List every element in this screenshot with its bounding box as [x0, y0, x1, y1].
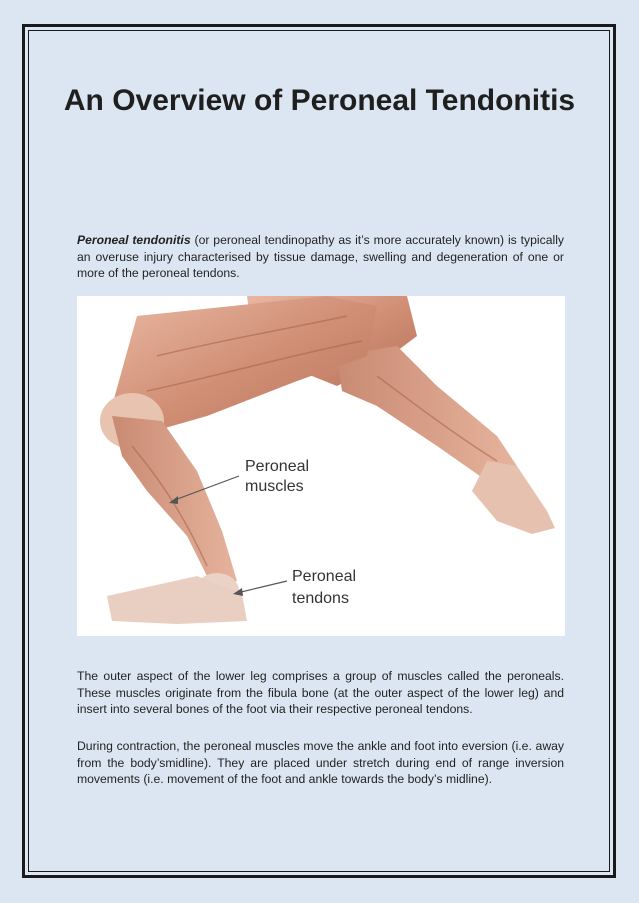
intro-paragraph	[77, 232, 564, 282]
label-peroneal-muscles-1: Peroneal	[245, 458, 310, 475]
label-peroneal-muscles-2: muscles	[245, 478, 304, 495]
paragraph-anatomy: The outer aspect of the lower leg comprises a group of muscles called the peroneals. These muscles originate from the fibula bone (at the outer aspect of the lower leg) and insert into several bones of the foot via their respective peroneal tendons.	[77, 669, 564, 717]
leg-anatomy-illustration	[77, 296, 565, 636]
intro-lead-term: Peroneal tendonitis	[77, 233, 191, 247]
document-title: An Overview of Peroneal Tendonitis	[63, 84, 576, 117]
paragraph-function: During contraction, the peroneal muscles move the ankle and foot into eversion (i.e. away from the body’smidline). They are placed under stretch during end of range inversion movements (i.e. movement of the foot and ankle towards the body’s midline).	[77, 739, 564, 787]
label-peroneal-tendons-1: Peroneal	[292, 568, 357, 585]
back-foot	[472, 461, 555, 534]
label-peroneal-tendons-2: tendons	[292, 590, 349, 607]
intro-text: (or peroneal tendinopathy as it’s more accurately known) is typically an overuse injury characterised by tissue damage, swelling and degeneration of one or more of the peroneal tendons.	[77, 233, 564, 281]
